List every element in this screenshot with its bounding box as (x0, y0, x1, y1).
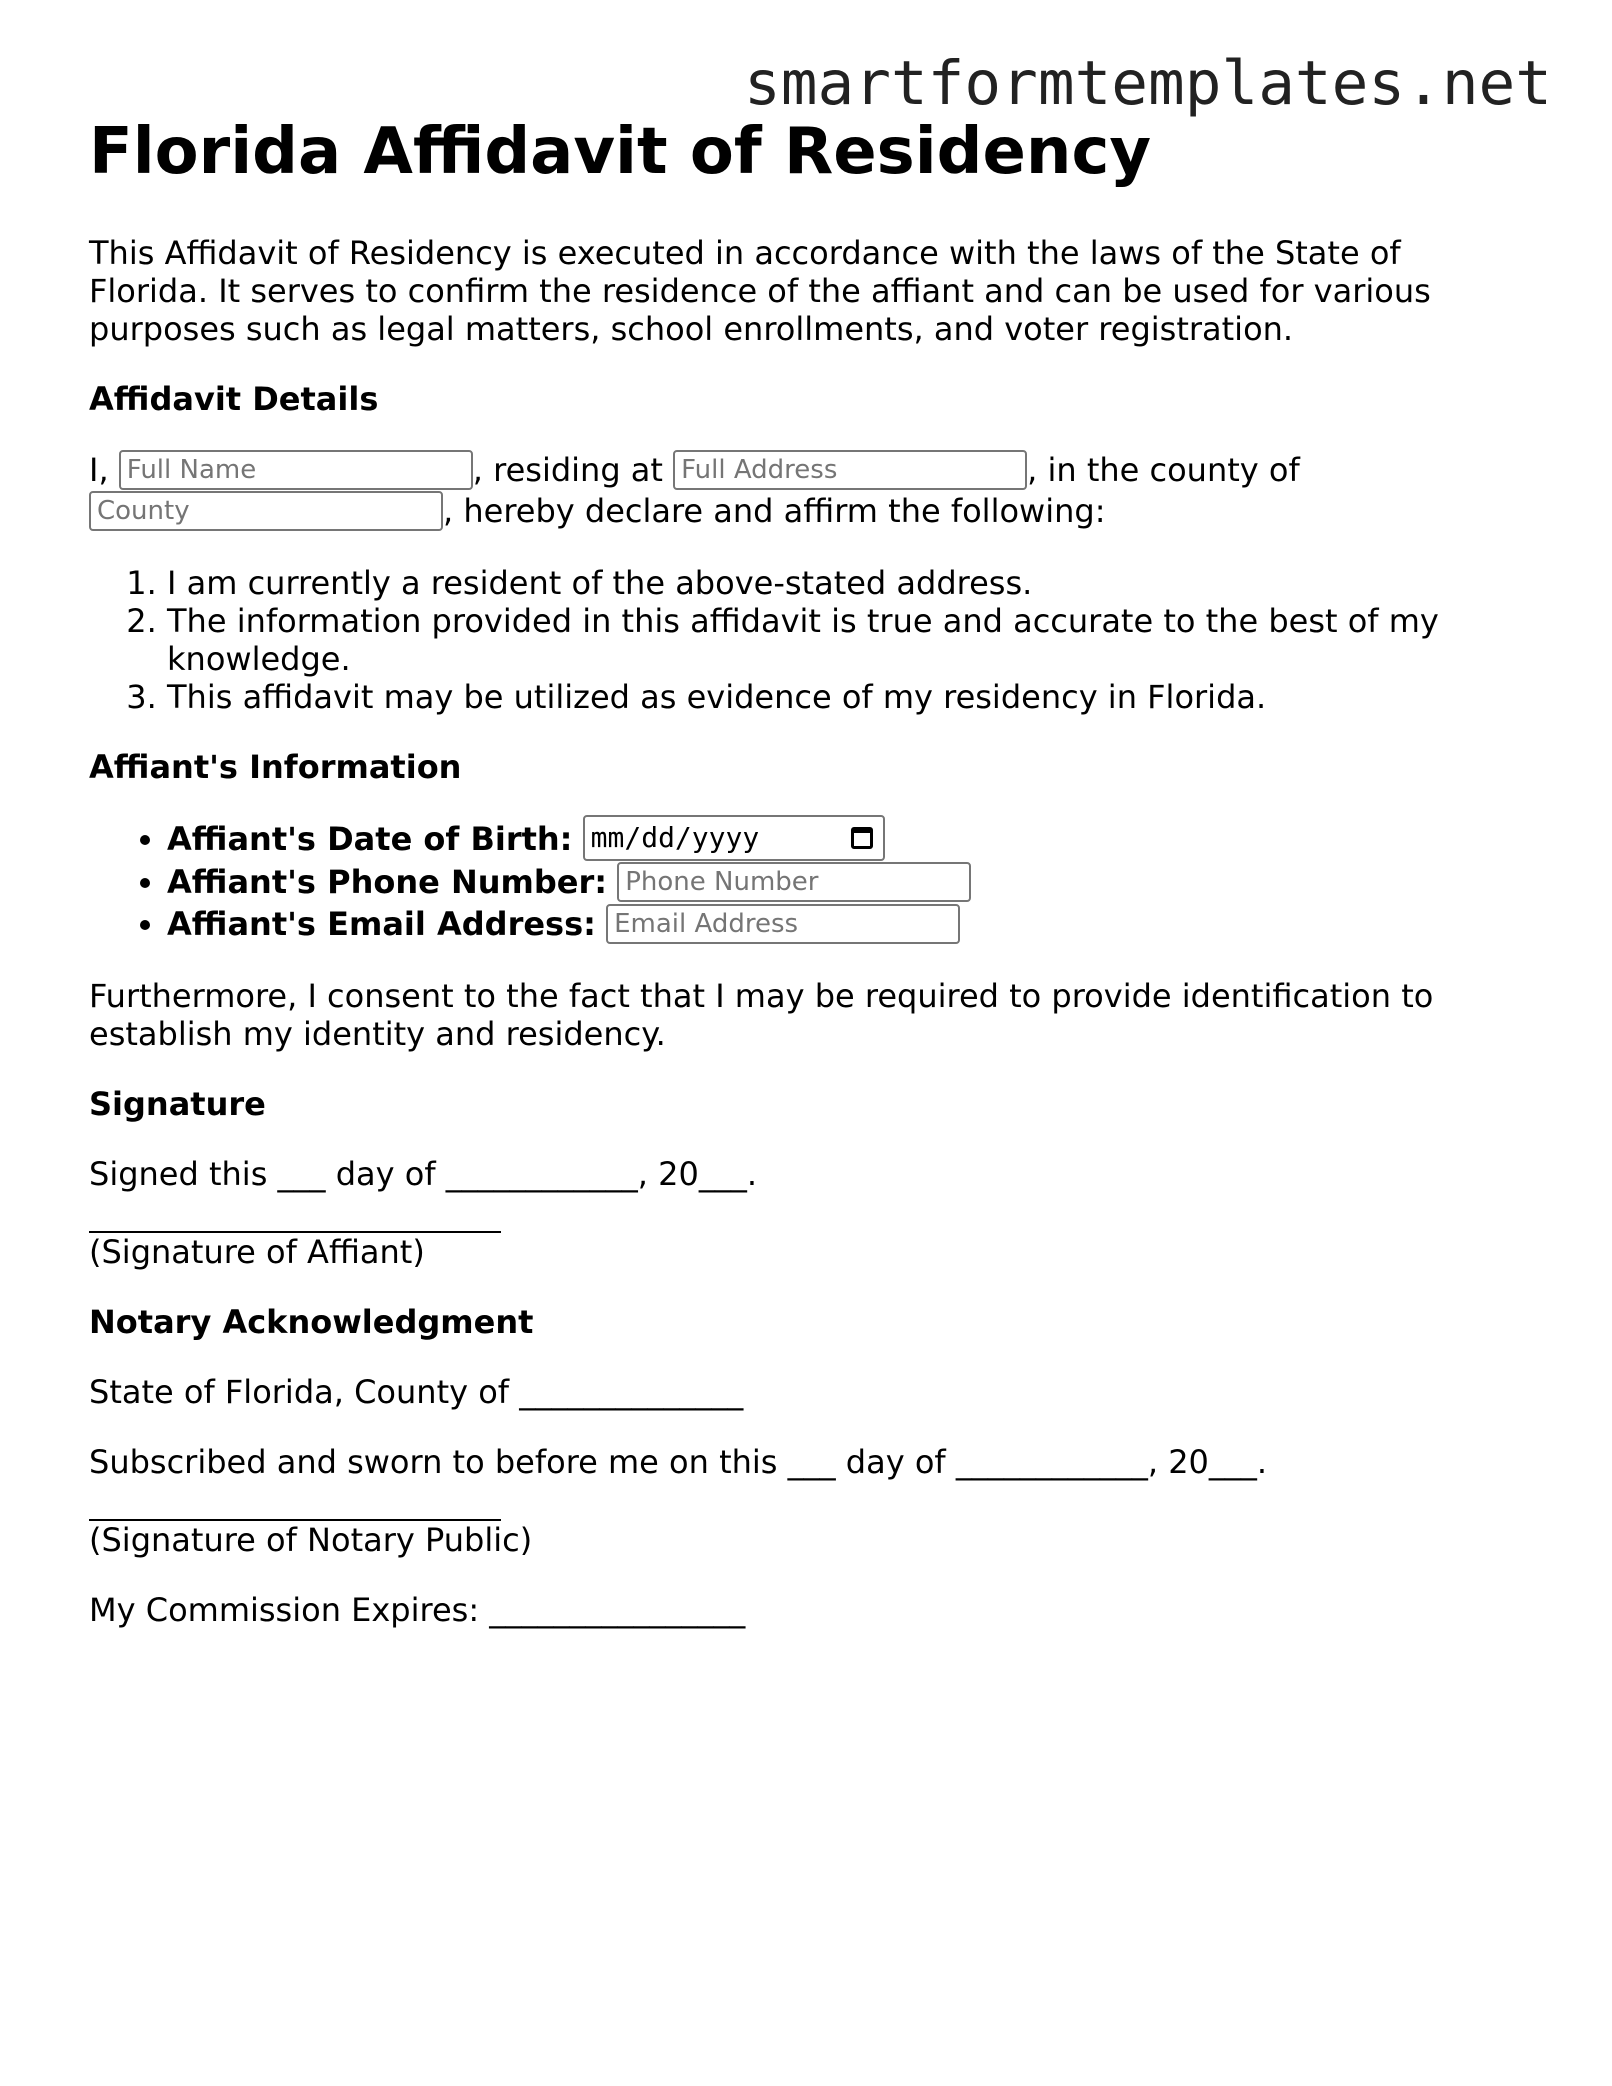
affidavit-details-heading: Affidavit Details (89, 380, 379, 418)
page-title: Florida Affidavit of Residency (89, 115, 1152, 189)
dob-date-placeholder: mm/dd/yyyy (590, 821, 760, 854)
affidavit-form (89, 108, 1529, 1629)
notary-signature-caption: (Signature of Notary Public) (89, 1521, 533, 1559)
notary-heading: Notary Acknowledgment (89, 1303, 534, 1341)
phone-label: Affiant's Phone Number: (167, 863, 608, 901)
list-item (167, 818, 1529, 861)
list-item: 1. I am currently a resident of the above-stated address. (167, 564, 1529, 602)
email-label: Affiant's Email Address: (167, 905, 596, 943)
signature-heading: Signature (89, 1085, 266, 1123)
full-address-input[interactable] (673, 450, 1027, 490)
notary-sworn-line: Subscribed and sworn to before me on this ___ day of ____________, 20___. (89, 1443, 1268, 1481)
declaration-text-i: I, (89, 451, 109, 489)
full-name-input[interactable] (119, 450, 473, 490)
affiant-info-heading: Affiant's Information (89, 748, 462, 786)
county-input[interactable] (89, 491, 443, 531)
commission-expires-line: My Commission Expires: ________________ (89, 1591, 746, 1629)
declaration-text-county-of: , in the county of (1027, 451, 1300, 489)
affiant-info-list (89, 818, 1529, 945)
site-watermark: smartformtemplates.net (744, 48, 1552, 119)
list-item: 3. This affidavit may be utilized as evidence of my residency in Florida. (167, 678, 1529, 716)
signed-date-line: Signed this ___ day of ____________, 20___. (89, 1155, 757, 1193)
declaration-text-declare: , hereby declare and affirm the following: (443, 492, 1106, 530)
list-item (167, 861, 1529, 903)
intro-paragraph: This Affidavit of Residency is executed in accordance with the laws of the State of Florida. It serves to confirm the residence of the affiant and can be used for various purposes such as legal matters, school enrollments, and voter registration. (89, 234, 1431, 348)
email-address-input[interactable] (606, 904, 960, 944)
list-item: 2. The information provided in this affidavit is true and accurate to the best of my knowledge. (167, 602, 1529, 678)
calendar-icon[interactable] (851, 827, 873, 849)
list-item (167, 903, 1529, 945)
phone-number-input[interactable] (617, 862, 971, 902)
notary-state-line: State of Florida, County of ______________ (89, 1373, 744, 1411)
affiant-signature-caption: (Signature of Affiant) (89, 1233, 425, 1271)
declaration-paragraph (89, 450, 1529, 532)
declaration-text-residing: , residing at (472, 451, 663, 489)
affirmation-list (89, 564, 1529, 716)
consent-paragraph: Furthermore, I consent to the fact that I may be required to provide identification to establish my identity and residency. (89, 977, 1434, 1053)
dob-label: Affiant's Date of Birth: (167, 820, 573, 858)
dob-date-input[interactable] (583, 815, 885, 861)
